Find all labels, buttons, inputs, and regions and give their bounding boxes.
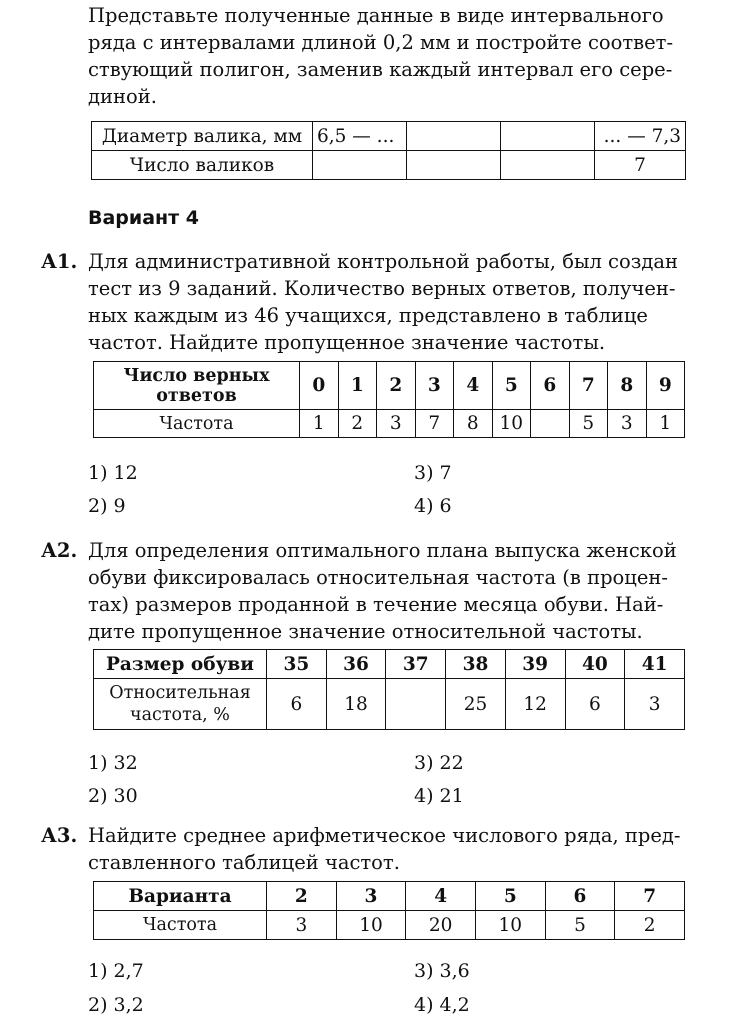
table-header: 38 <box>446 650 506 679</box>
table-cell: 5 <box>545 911 615 940</box>
table-cell: 6 <box>267 679 327 730</box>
answer-option: 3) 7 <box>414 462 452 484</box>
table-cell <box>386 679 446 730</box>
intro-line: ряда с интервалами длиной 0,2 мм и постройте соответ- <box>88 31 674 54</box>
table-header: Варианта <box>94 882 267 911</box>
answer-option: 1) 32 <box>88 752 138 774</box>
table-cell: 7 <box>415 410 454 438</box>
table-cell <box>313 151 407 180</box>
answer-option: 2) 9 <box>88 495 126 517</box>
intro-line: ствующий полигон, заменив каждый интервал его сере- <box>88 58 673 81</box>
table-cell: 18 <box>326 679 386 730</box>
a3-line: ставленного таблицей частот. <box>88 851 400 874</box>
a3-text <box>88 822 684 876</box>
table-header: 41 <box>625 650 685 679</box>
answer-option: 2) 30 <box>88 785 138 807</box>
table-cell: Диаметр валика, мм <box>92 122 313 151</box>
table-header: 37 <box>386 650 446 679</box>
a3-line: Найдите среднее арифметическое числового ряда, пред- <box>88 824 681 847</box>
table-header: 5 <box>475 882 545 911</box>
table-row-label: Относительная частота, % <box>94 679 267 730</box>
table-cell: 6 <box>565 679 625 730</box>
intro-line: Представьте полученные данные в виде интервального <box>88 4 664 27</box>
table-cell: 8 <box>454 410 493 438</box>
table-cell: 10 <box>492 410 531 438</box>
answer-option: 2) 3,2 <box>88 994 144 1016</box>
table-header: 40 <box>565 650 625 679</box>
answer-option: 4) 21 <box>414 785 464 807</box>
table-cell: 3 <box>608 410 647 438</box>
a1-line: Для административной контрольной работы, был создан <box>88 250 678 273</box>
table-cell: 3 <box>377 410 416 438</box>
table-row-label: Частота <box>94 410 300 438</box>
table-cell <box>407 151 501 180</box>
table-header: 3 <box>336 882 406 911</box>
table-cell: 3 <box>267 911 337 940</box>
a1-line: тест из 9 заданий. Количество верных ответов, получен- <box>88 277 676 300</box>
table-cell <box>501 151 595 180</box>
table-header: Число верных ответов <box>94 362 300 410</box>
table-cell: 6,5 — ... <box>313 122 407 151</box>
intro-table <box>91 121 686 180</box>
table-header: 4 <box>454 362 493 410</box>
table-cell: 2 <box>338 410 377 438</box>
table-header: 7 <box>615 882 685 911</box>
table-cell <box>531 410 570 438</box>
table-header: 2 <box>267 882 337 911</box>
answer-option: 1) 2,7 <box>88 960 144 982</box>
a1-text <box>88 248 684 356</box>
table-header: 4 <box>406 882 476 911</box>
table-header: 35 <box>267 650 327 679</box>
table-cell <box>407 122 501 151</box>
table-cell: Число валиков <box>92 151 313 180</box>
table-header: 6 <box>531 362 570 410</box>
table-cell: 7 <box>595 151 686 180</box>
answer-option: 3) 22 <box>414 752 464 774</box>
a1-line: частот. Найдите пропущенное значение частоты. <box>88 331 606 354</box>
table-header: 39 <box>505 650 565 679</box>
question-number: А3. <box>41 824 78 847</box>
intro-line: диной. <box>88 85 157 108</box>
table-row-label: Частота <box>94 911 267 940</box>
answer-option: 1) 12 <box>88 462 138 484</box>
a2-text <box>88 537 684 645</box>
question-number: А1. <box>41 250 78 273</box>
question-number: А2. <box>41 539 78 562</box>
table-cell: 25 <box>446 679 506 730</box>
table-header: 7 <box>569 362 608 410</box>
table-header: 8 <box>608 362 647 410</box>
a3-table <box>93 881 685 940</box>
table-cell: 3 <box>625 679 685 730</box>
answer-option: 3) 3,6 <box>414 960 470 982</box>
table-header: Размер обуви <box>94 650 267 679</box>
table-header: 3 <box>415 362 454 410</box>
a2-line: обуви фиксировалась относительная частота (в процен- <box>88 566 668 589</box>
a2-line: тах) размеров проданной в течение месяца обуви. Най- <box>88 593 664 616</box>
a1-line: ных каждым из 46 учащихся, представлено в таблице <box>88 304 648 327</box>
table-cell: 1 <box>646 410 685 438</box>
table-cell: 12 <box>505 679 565 730</box>
table-cell: 20 <box>406 911 476 940</box>
a2-table <box>93 649 685 730</box>
table-cell: 1 <box>300 410 339 438</box>
table-cell: 10 <box>475 911 545 940</box>
a1-table <box>93 361 685 438</box>
answer-option: 4) 6 <box>414 495 452 517</box>
table-header: 9 <box>646 362 685 410</box>
table-header: 0 <box>300 362 339 410</box>
table-cell: 2 <box>615 911 685 940</box>
table-header: 5 <box>492 362 531 410</box>
intro-paragraph <box>88 2 684 110</box>
table-header: 1 <box>338 362 377 410</box>
a2-line: дите пропущенное значение относительной частоты. <box>88 620 643 643</box>
table-cell <box>501 122 595 151</box>
table-cell: ... — 7,3 <box>595 122 686 151</box>
table-cell: 10 <box>336 911 406 940</box>
table-header: 6 <box>545 882 615 911</box>
table-header: 2 <box>377 362 416 410</box>
table-cell: 5 <box>569 410 608 438</box>
a2-line: Для определения оптимального плана выпуска женской <box>88 539 677 562</box>
answer-option: 4) 4,2 <box>414 994 470 1016</box>
variant-title: Вариант 4 <box>88 207 200 229</box>
table-header: 36 <box>326 650 386 679</box>
